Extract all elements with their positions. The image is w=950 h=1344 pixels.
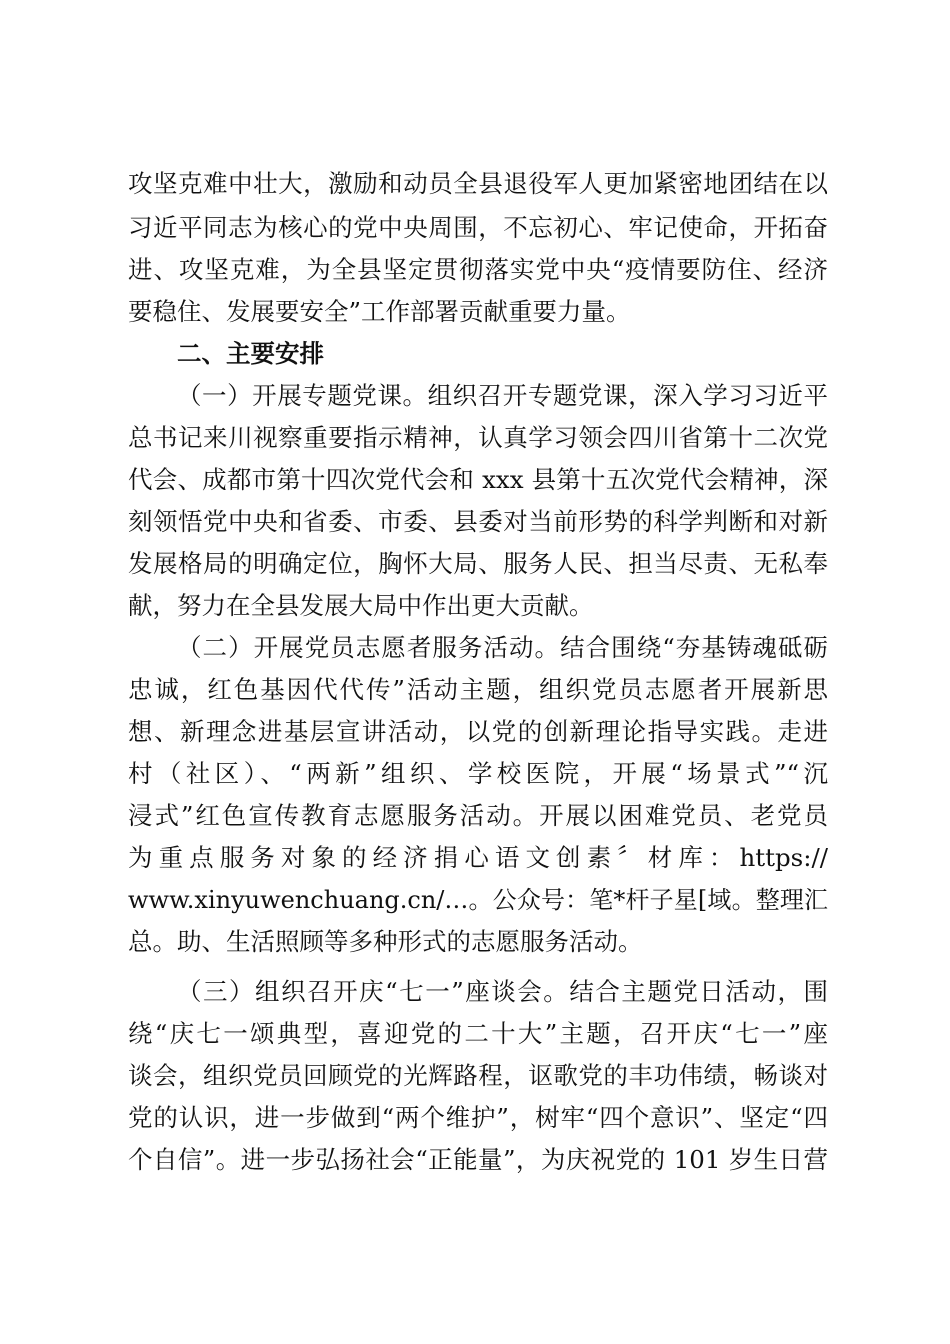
text-line: 谈会，组织党员回顾党的光辉路程，讴歌党的丰功伟绩，畅谈对 [128,1061,828,1090]
text-line: 绕“庆七一颂典型，喜迎党的二十大”主题，召开庆“七一”座 [128,1019,828,1048]
text-line: 想、新理念进基层宣讲活动，以党的创新理论指导实践。走进 [128,717,828,746]
text-line: 攻坚克难中壮大，激励和动员全县退役军人更加紧密地团结在以 [128,169,828,198]
text-line: 总书记来川视察重要指示精神，认真学习领会四川省第十二次党 [128,423,828,452]
text-line: 个自信”。进一步弘扬社会“正能量”，为庆祝党的 101 岁生日营 [128,1145,828,1174]
text-line: 代会、成都市第十四次党代会和 xxx 县第十五次党代会精神，深 [128,465,828,494]
text-line: 村（社区）、“两新”组织、学校医院，开展“场景式”“沉 [128,759,828,788]
text-line: 总。助、生活照顾等多种形式的志愿服务活动。 [128,927,643,956]
text-line: （三）组织召开庆“七一”座谈会。结合主题党日活动，围 [177,977,828,1006]
text-line: 习近平同志为核心的党中央周围，不忘初心、牢记使命，开拓奋 [128,213,828,242]
text-line: 浸式”红色宣传教育志愿服务活动。开展以困难党员、老党员 [128,801,828,830]
section-heading: 二、主要安排 [177,339,324,368]
text-line: 献，努力在全县发展大局中作出更大贡献。 [128,591,594,620]
text-line: 忠诚，红色基因代代传”活动主题，组织党员志愿者开展新思 [128,675,828,704]
text-line: 进、攻坚克难，为全县坚定贯彻落实党中央“疫情要防住、经济 [128,255,828,284]
text-line: （一）开展专题党课。组织召开专题党课，深入学习习近平 [177,381,828,410]
text-line: 党的认识，进一步做到“两个维护”，树牢“四个意识”、坚定“四 [128,1103,828,1132]
text-line: www.xinyuwenchuang.cn/…。公众号：笔*杆子星[域。整理汇 [128,886,828,914]
text-line: （二）开展党员志愿者服务活动。结合围绕“夯基铸魂砥砺 [177,633,828,662]
text-line: 发展格局的明确定位，胸怀大局、服务人民、担当尽责、无私奉 [128,549,828,578]
text-line: 刻领悟党中央和省委、市委、县委对当前形势的科学判断和对新 [128,507,828,536]
text-line: 要稳住、发展要安全”工作部署贡献重要力量。 [128,297,631,326]
text-line: 为重点服务对象的经济捐心语文创素〞材库：https:// [128,843,828,872]
